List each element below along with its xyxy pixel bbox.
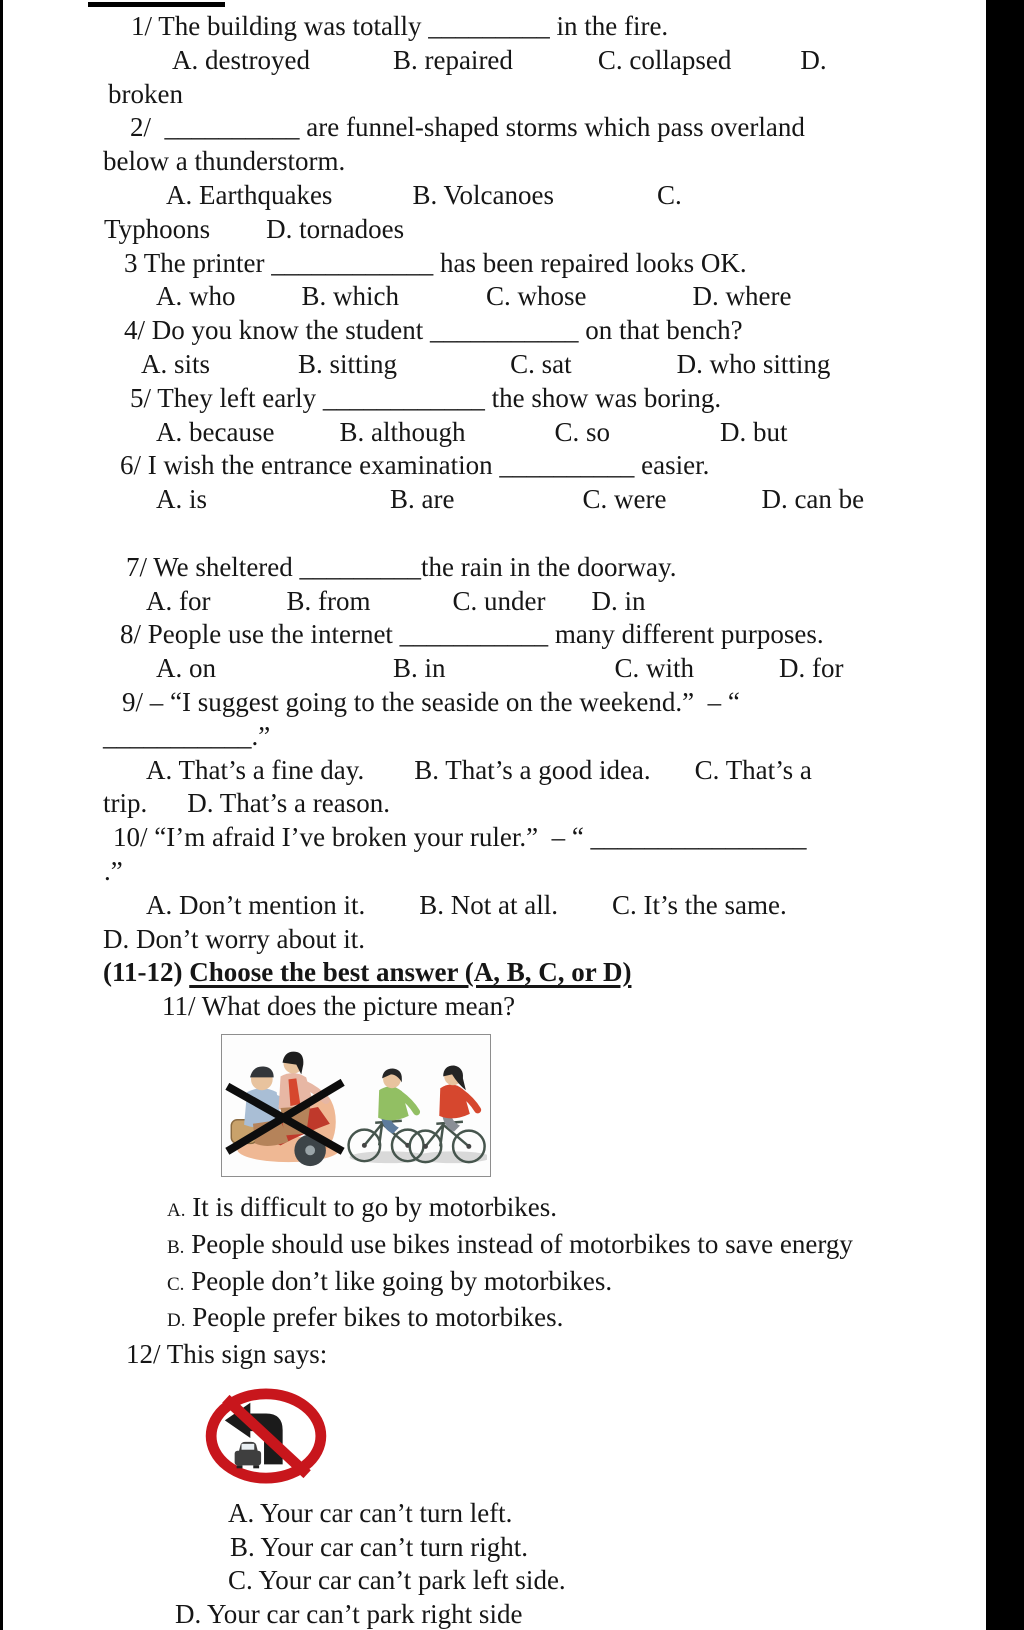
text-segment: C. [167,1273,185,1295]
question-11-option-b [0,1228,986,1265]
text-segment: C. were [582,484,667,515]
text-segment: C. Your car can’t park left side. [228,1565,566,1596]
text-segment: 5/ They left early ____________ the show was boring. [130,382,722,413]
text-segment: B. [167,1236,185,1258]
question-11-option-a [0,1191,986,1228]
text-segment: B. Volcanoes [412,179,554,210]
text-segment: C. so [554,416,610,447]
question-12-text [0,1338,986,1372]
question-8-text [0,618,986,652]
question-9-text [0,686,986,720]
text-segment: D. who sitting [676,348,831,379]
question-12-option-d [0,1598,986,1630]
text-segment: 2/ __________ are funnel-shaped storms which pass overland [130,112,805,143]
text-segment: ___________.” [103,720,271,751]
text-segment: A. Earthquakes [166,179,333,210]
text-segment: trip. [103,788,148,819]
text-segment: D. in [591,585,646,616]
question-12-sign [205,1388,327,1485]
question-8-options [0,652,986,686]
text-segment: D. Don’t worry about it. [103,923,365,954]
question-6-text [0,449,986,483]
question-2-text-continuation [0,145,986,179]
text-segment: People don’t like going by motorbikes. [184,1265,613,1296]
text-segment: B. Not at all. [419,889,558,920]
text-segment: D. Your car can’t park right side [175,1599,523,1630]
text-segment: below a thunderstorm. [103,146,346,177]
text-segment: 8/ People use the internet ___________ many different purposes. [120,619,824,650]
scan-edge-right [986,0,1024,1630]
text-segment: 4/ Do you know the student ___________ on that bench? [124,315,743,346]
question-11-option-c [0,1265,986,1302]
no-left-turn-sign-icon [205,1388,327,1484]
text-segment: B. from [286,585,371,616]
text-segment: 10/ “I’m afraid I’ve broken your ruler.” – “ ________________ [113,822,807,853]
cyclist-green [349,1068,424,1161]
text-segment: D. tornadoes [266,213,405,244]
question-1-text [0,10,986,44]
question-10-option-d-continuation [0,923,986,957]
text-segment: 1/ The building was totally _________ in the fire. [131,11,669,41]
question-7-text [0,551,986,585]
text-segment: D. but [719,416,788,447]
scan-edge-left [0,0,3,1630]
question-11-picture [221,1034,491,1177]
question-2-text [0,111,986,145]
question-5-text [0,382,986,416]
question-9-blank-continuation [0,720,986,754]
text-segment: A. sits [141,348,211,379]
text-segment: C. whose [486,281,587,312]
question-5-options [0,416,986,450]
text-segment: C. with [614,653,695,684]
text-segment: Choose the best answer (A, B, C, or D) [189,957,632,988]
text-segment: B. although [339,416,466,447]
text-segment: C. collapsed [597,44,732,75]
question-9-options-continuation [0,787,986,821]
text-segment: C. under [452,585,546,616]
question-9-options [0,754,986,788]
question-12-option-c [0,1564,986,1598]
document-body [0,10,986,1630]
text-segment: broken [108,78,183,109]
question-1-options [0,44,986,78]
text-segment: C. sat [510,348,572,379]
text-segment: D. can be [761,484,865,515]
text-segment: 3 The printer ____________ has been repaired looks OK. [124,247,747,278]
text-segment: D. for [779,653,844,684]
text-segment: B. in [393,653,446,684]
text-segment: .” [104,855,123,886]
text-segment: B. repaired [392,44,513,75]
text-segment: C. It’s the same. [611,889,787,920]
question-1-option-d-continuation [0,78,986,112]
text-segment: Typhoons [104,213,211,244]
question-10-options [0,889,986,923]
text-segment: People prefer bikes to motorbikes. [185,1302,564,1333]
question-11-text [0,990,986,1024]
text-segment: B. sitting [298,348,398,379]
question-11-option-d [0,1301,986,1338]
text-segment: 6/ I wish the entrance examination __________ easier. [120,450,710,481]
text-segment: A. That’s a fine day. [146,754,365,785]
question-10-text [0,821,986,855]
text-segment: C. [656,179,682,210]
question-2-options [0,179,986,213]
text-segment: A. [167,1199,186,1221]
text-segment: B. That’s a good idea. [414,754,651,785]
text-segment: A. destroyed [172,44,310,75]
text-segment: D. [800,44,827,75]
text-segment: D. where [692,281,792,312]
text-segment: 9/ – “I suggest going to the seaside on the weekend.” – “ [122,686,740,717]
blank-line [0,517,986,551]
text-segment: A. Don’t mention it. [146,889,366,920]
question-10-blank-continuation [0,855,986,889]
text-segment: D. [167,1310,186,1332]
text-segment: B. Your car can’t turn right. [230,1531,528,1562]
text-segment: It is difficult to go by motorbikes. [185,1191,557,1222]
question-6-options [0,483,986,517]
text-segment: A. Your car can’t turn left. [228,1497,513,1528]
text-segment: A. for [146,585,211,616]
question-12-option-b [0,1531,986,1565]
text-segment: C. That’s a [694,754,812,785]
text-segment: B. are [390,484,455,515]
text-segment: A. is [156,484,208,515]
question-2-options-continuation [0,213,986,247]
text-segment: 11/ What does the picture mean? [162,991,516,1022]
text-segment: A. on [156,653,216,684]
text-segment: 7/ We sheltered _________the rain in the doorway. [126,551,677,582]
text-segment: 12/ This sign says: [126,1339,328,1370]
question-12-option-a [0,1497,986,1531]
question-7-options [0,585,986,619]
question-4-options [0,348,986,382]
text-segment: A. because [156,416,275,447]
text-segment: D. That’s a reason. [187,788,390,819]
motorbike-crossed-out-vs-bicycles-illustration [222,1035,487,1173]
question-3-options [0,280,986,314]
question-3-text [0,247,986,281]
section-11-12-heading [0,956,986,990]
text-segment: (11-12) [103,957,190,988]
cyclist-red [410,1065,485,1162]
text-segment: B. which [301,281,399,312]
text-segment: People should use bikes instead of motorbikes to save energy [184,1228,853,1259]
question-4-text [0,314,986,348]
top-partial-underline [88,2,225,7]
text-segment: A. who [156,281,236,312]
